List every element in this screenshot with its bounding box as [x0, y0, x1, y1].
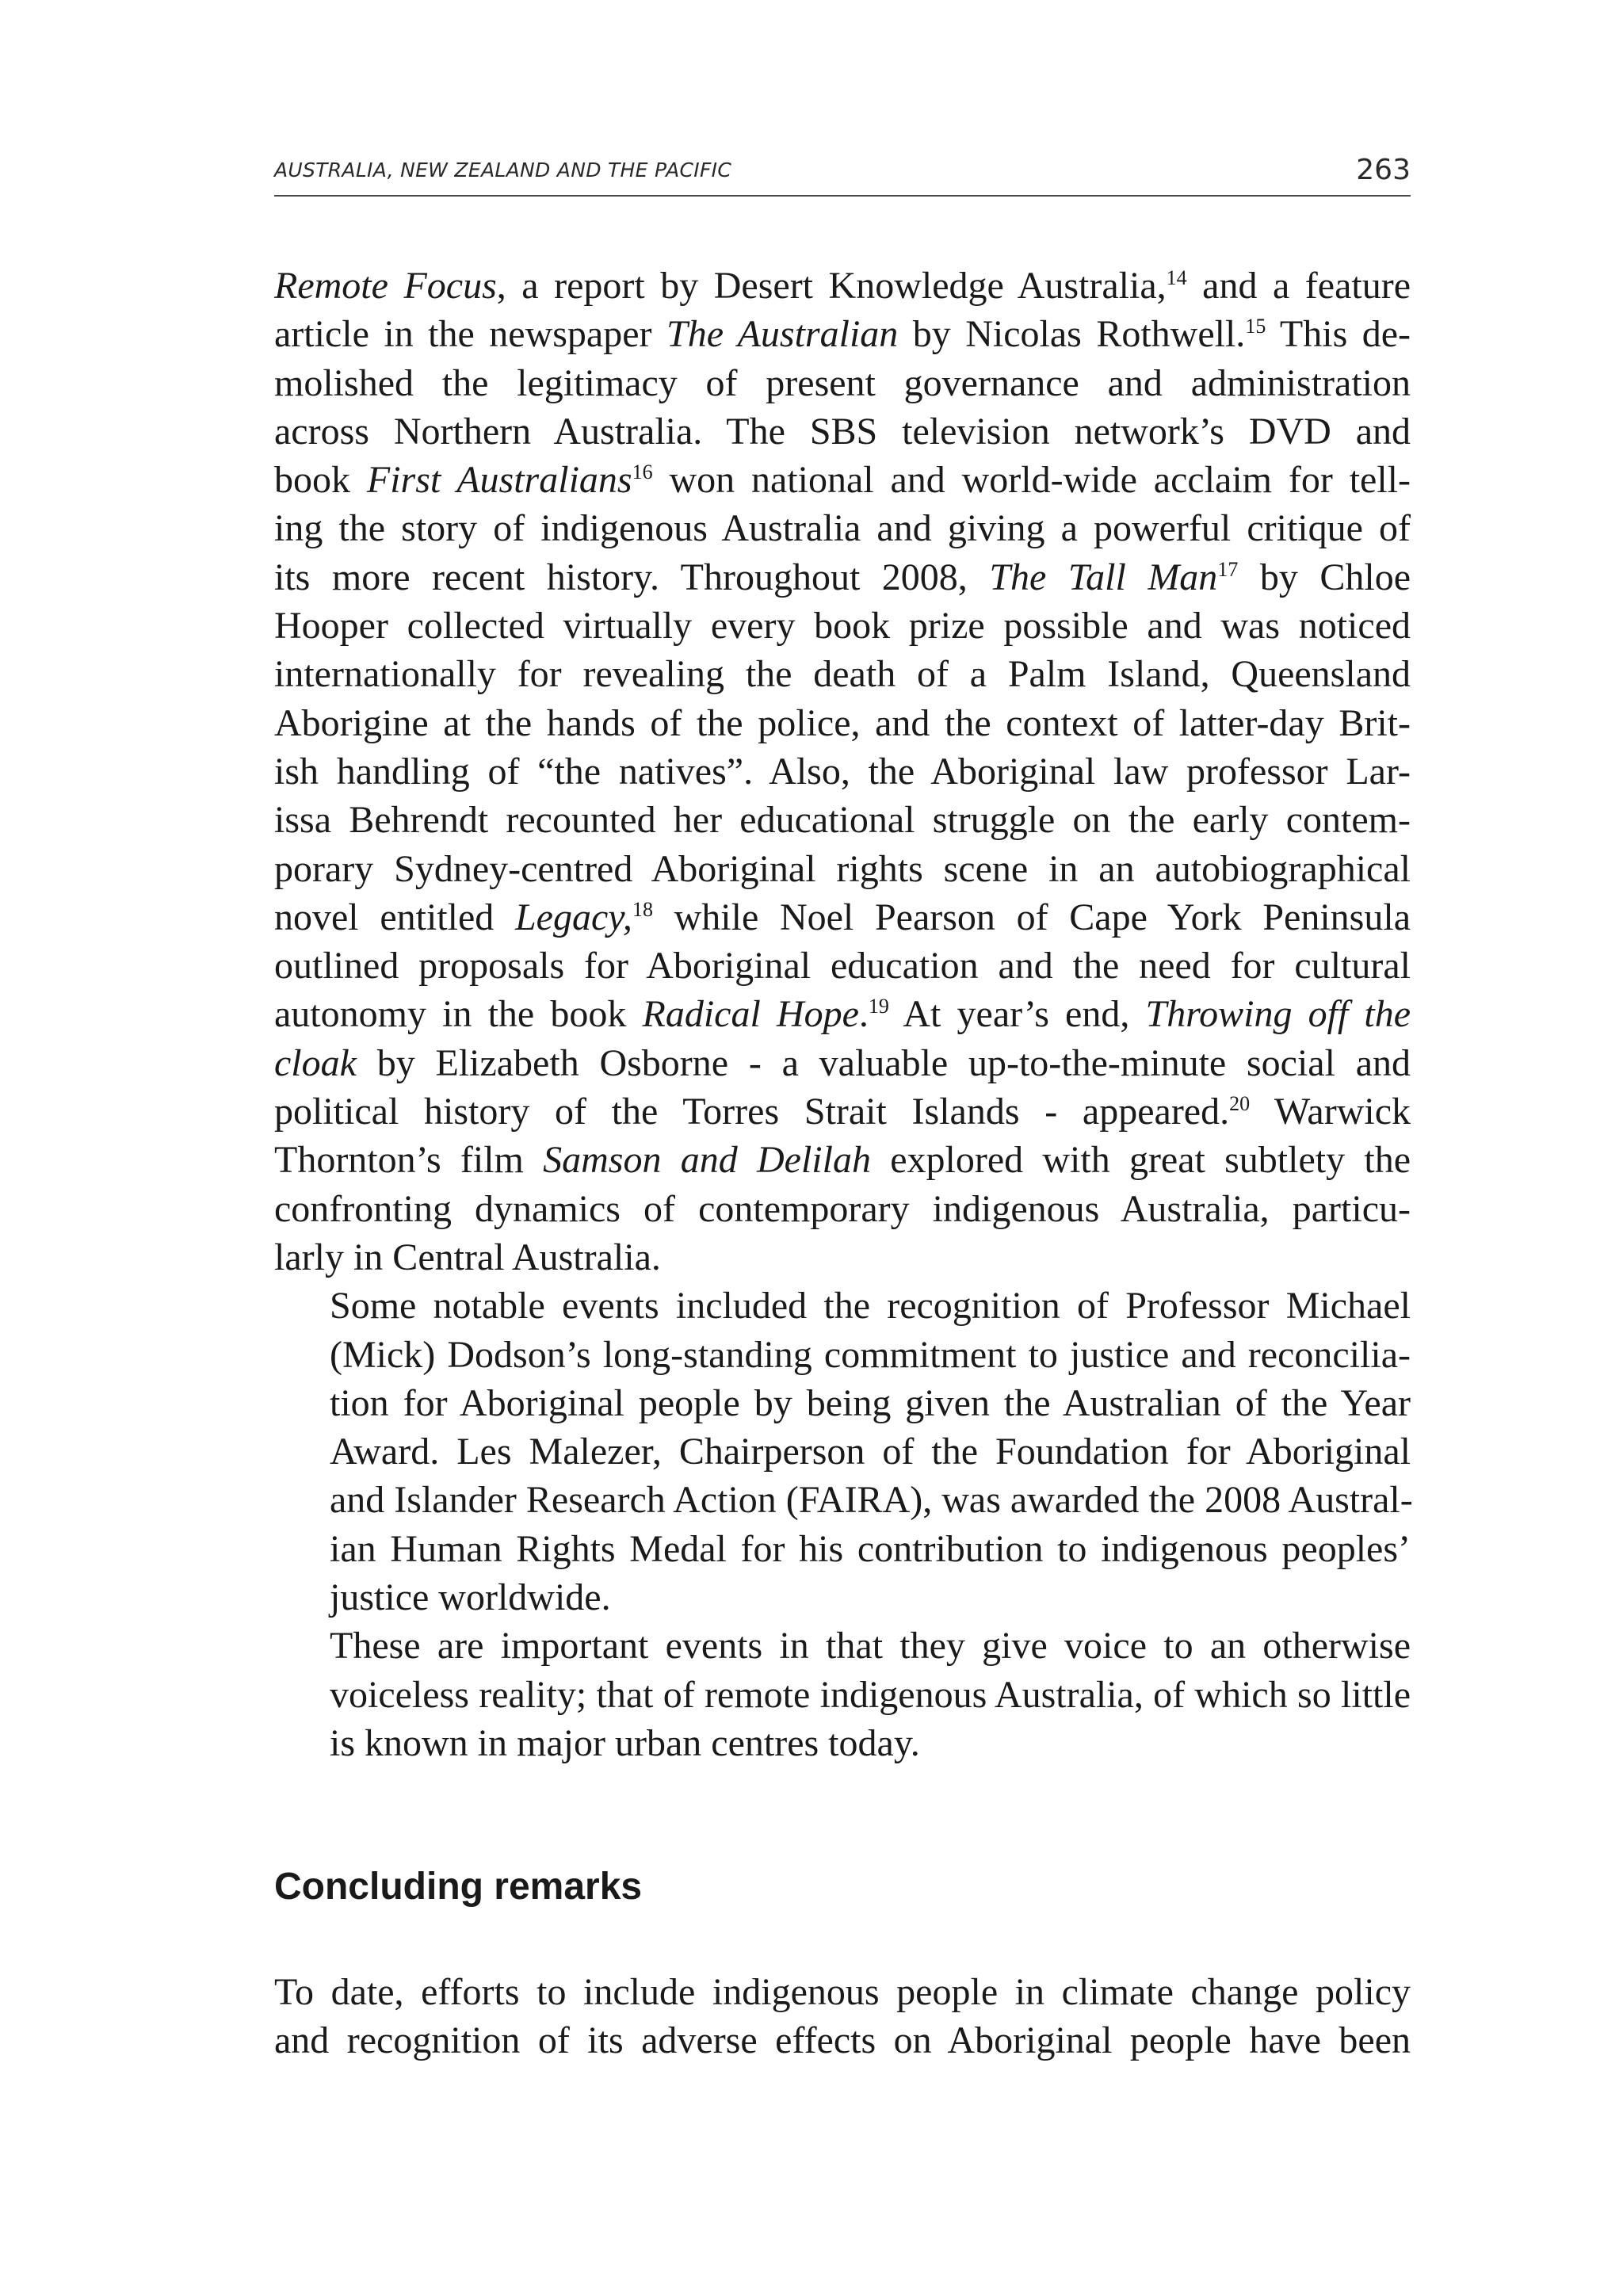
text-run: outlined proposals for Aboriginal education and the need for cultural [274, 945, 1411, 988]
text-line [274, 407, 1411, 456]
text-line [274, 1427, 1411, 1476]
text-line [274, 893, 1411, 942]
text-run: autonomy in the book [274, 993, 643, 1036]
paragraph-notable-events [274, 1282, 1411, 1622]
text-line [274, 262, 1411, 310]
text-run: Warwick [1250, 1091, 1411, 1133]
text-line [274, 310, 1411, 358]
text-line [274, 456, 1411, 504]
footnote-marker: 20 [1229, 1092, 1251, 1116]
text-line [274, 1968, 1411, 2016]
text-line [274, 504, 1411, 552]
text-line [274, 1476, 1411, 1524]
footnote-marker: 17 [1217, 557, 1239, 581]
text-run: Aborigine at the hands of the police, and the context of latter-day Brit- [274, 701, 1411, 744]
text-run: article in the newspaper [274, 313, 666, 356]
italic-title: The Tall Man [989, 556, 1218, 598]
text-run: confronting dynamics of contemporary indigenous Australia, particu- [274, 1187, 1411, 1230]
text-line [274, 1331, 1411, 1379]
text-run: novel entitled [274, 896, 515, 938]
section-heading: Concluding remarks [274, 1866, 643, 1908]
text-run: by Chloe [1238, 556, 1411, 598]
text-line [274, 1233, 1411, 1282]
text-run: book [274, 459, 367, 502]
text-line [274, 2016, 1411, 2065]
running-header [274, 155, 1411, 197]
text-line [274, 699, 1411, 747]
text-line [274, 845, 1411, 893]
italic-title: First Australians [366, 459, 632, 502]
text-run: political history of the Torres Strait Islands - appeared. [274, 1091, 1230, 1133]
text-run: porary Sydney-centred Aboriginal rights scene in an autobiographical [274, 847, 1411, 890]
italic-title: Samson and Delilah [543, 1139, 871, 1182]
text-run: This de- [1266, 313, 1411, 356]
text-run: and Islander Research Action (FAIRA), was awarded the 2008 Austral- [330, 1479, 1413, 1522]
text-line [274, 1719, 1411, 1767]
text-run: issa Behrendt recounted her educational struggle on the early contem- [274, 799, 1411, 842]
text-run: To date, efforts to include indigenous people in climate change policy [274, 1971, 1411, 2013]
text-run: won national and world-wide acclaim for tell- [652, 459, 1411, 502]
text-line [274, 359, 1411, 407]
text-run: molished the legitimacy of present governance and administration [274, 361, 1411, 404]
body-text [274, 262, 1411, 1767]
text-run: Some notable events included the recognition of Professor Michael [330, 1285, 1411, 1328]
text-line [274, 1671, 1411, 1719]
text-run: (Mick) Dodson’s long-standing commitment to justice and reconcilia- [330, 1333, 1411, 1376]
text-run: Thornton’s film [274, 1139, 544, 1182]
text-line [274, 1282, 1411, 1330]
italic-title: Remote Focus [274, 265, 497, 307]
running-title: AUSTRALIA, NEW ZEALAND AND THE PACIFIC [274, 159, 732, 181]
footnote-marker: 18 [632, 897, 653, 921]
text-run: . [858, 993, 869, 1036]
text-run: is known in major urban centres today. [330, 1721, 920, 1764]
text-run: and recognition of its adverse effects on Aboriginal people have been [274, 2019, 1411, 2062]
text-line [274, 650, 1411, 698]
text-run: , a report by Desert Knowledge Australia, [496, 265, 1167, 307]
text-run: voiceless reality; that of remote indigenous Australia, of which so little [330, 1673, 1411, 1716]
text-line [274, 1379, 1411, 1427]
text-run: At year’s end, [888, 993, 1146, 1036]
text-line [274, 1039, 1411, 1087]
text-run: tion for Aboriginal people by being given the Australian of the Year [330, 1381, 1411, 1424]
text-run: by Elizabeth Osborne - a valuable up-to-the-minute social and [356, 1041, 1411, 1084]
text-line [274, 747, 1411, 796]
paragraph-media-works [274, 262, 1411, 1282]
text-line [274, 990, 1411, 1038]
text-run: ian Human Rights Medal for his contribution to indigenous peoples’ [330, 1527, 1411, 1570]
text-line [274, 942, 1411, 990]
italic-title: The Australian [666, 313, 899, 356]
text-run: ish handling of “the natives”. Also, the Aboriginal law professor Lar- [274, 750, 1411, 793]
paragraph-important-events [274, 1622, 1411, 1767]
footnote-marker: 19 [868, 995, 889, 1018]
page-number: 263 [1356, 154, 1411, 186]
text-line [274, 553, 1411, 602]
footnote-marker: 15 [1245, 315, 1266, 338]
italic-title: Legacy, [514, 896, 632, 938]
text-line [274, 1136, 1411, 1184]
text-line [274, 1622, 1411, 1670]
italic-title: cloak [274, 1041, 357, 1084]
text-line [274, 796, 1411, 844]
text-line [274, 1525, 1411, 1573]
text-line [274, 602, 1411, 650]
text-run: larly in Central Australia. [274, 1236, 661, 1278]
text-run: justice worldwide. [330, 1576, 611, 1619]
text-run: ing the story of indigenous Australia and giving a powerful critique of [274, 507, 1411, 550]
italic-title: Radical Hope [642, 993, 859, 1036]
text-run: Hooper collected virtually every book prize possible and was noticed [274, 605, 1411, 648]
text-run: These are important events in that they give voice to an otherwise [330, 1625, 1411, 1668]
text-run: Award. Les Malezer, Chairperson of the Foundation for Aboriginal [330, 1431, 1411, 1473]
text-run: its more recent history. Throughout 2008, [274, 556, 990, 598]
paragraph-concluding [274, 1968, 1411, 2065]
footnote-marker: 14 [1166, 266, 1187, 289]
text-run: and a feature [1186, 265, 1411, 307]
text-run: while Noel Pearson of Cape York Peninsula [652, 896, 1411, 938]
text-line [274, 1087, 1411, 1136]
italic-title: Throwing off the [1145, 993, 1411, 1036]
text-run: internationally for revealing the death of a Palm Island, Queensland [274, 653, 1411, 696]
text-run: across Northern Australia. The SBS television network’s DVD and [274, 410, 1411, 453]
footnote-marker: 16 [632, 460, 653, 484]
text-line [274, 1185, 1411, 1233]
text-run: by Nicolas Rothwell. [898, 313, 1246, 356]
text-run: explored with great subtlety the [870, 1139, 1411, 1182]
text-line [274, 1573, 1411, 1622]
